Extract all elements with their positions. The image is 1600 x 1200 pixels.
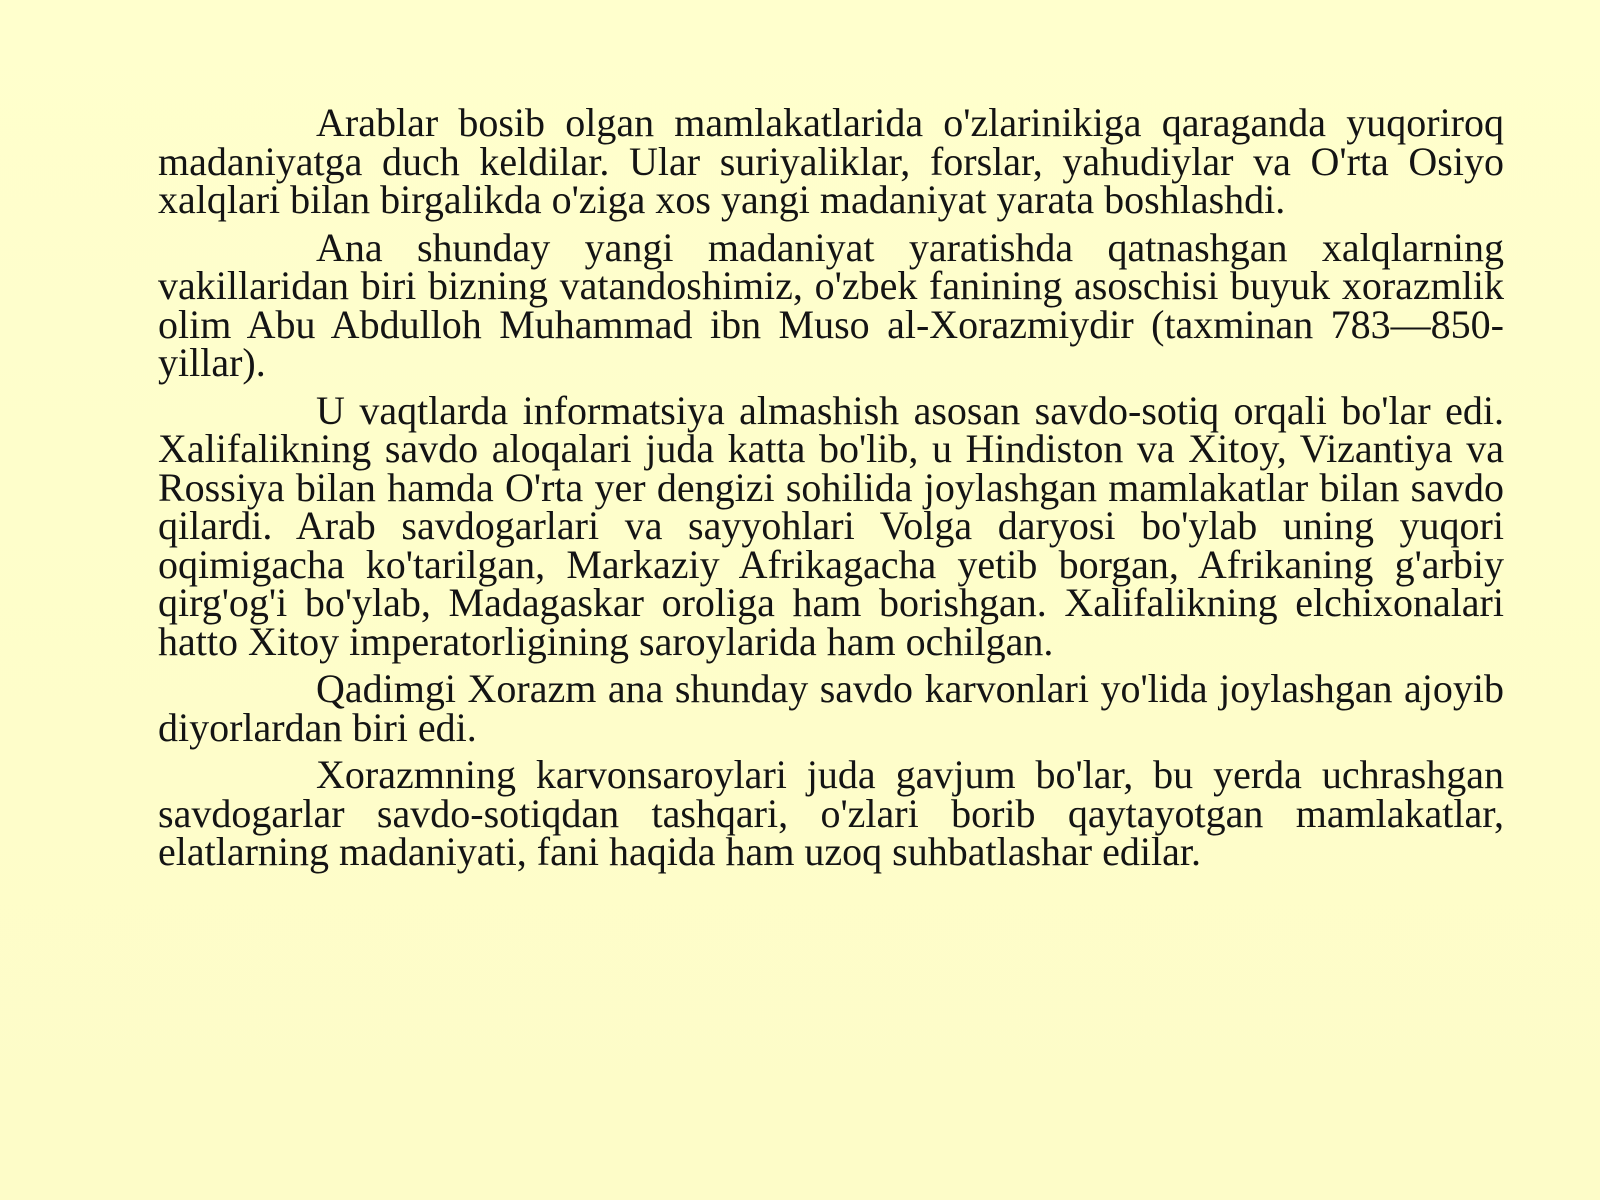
paragraph-1: Arablar bosib olgan mamlakatlarida o'zlarinikiga qaraganda yuqoriroq madaniyatga duch keldilar. Ular suriyaliklar, forslar, yahudiylar va O'rta Osiyo xalqlari bilan birgalikda o'ziga xos yangi madaniyat yarata boshlashdi. — [158, 100, 1504, 222]
text-body — [158, 100, 1504, 881]
paragraph-3: U vaqtlarda informatsiya almashish asosan savdo-sotiq orqali bo'lar edi. Xalifalikning savdo aloqalari juda katta bo'lib, u Hindiston va Xitoy, Vizantiya va Rossiya bilan hamda O'rta yer dengizi sohilida joylashgan mamlakatlar bilan savdo qilardi. Arab savdogarlari va sayyohlari Volga daryosi bo'ylab uning yuqori oqimigacha ko'tarilgan, Markaziy Afrikagacha yetib borgan, Afrikaning g'arbiy qirg'og'i bo'ylab, Madagaskar oroliga ham borishgan. Xalifalikning elchixonalari hatto Xitoy imperatorligining saroylarida ham ochilgan. — [158, 387, 1504, 664]
paragraph-5: Xorazmning karvonsaroylari juda gavjum bo'lar, bu yerda uchrashgan savdogarlar savdo-sotiqdan tashqari, o'zlari borib qaytayotgan mamlakatlar, elatlarning madaniyati, fani haqida ham uzoq suhbatlashar edilar. — [158, 752, 1504, 874]
paragraph-2: Ana shunday yangi madaniyat yaratishda qatnashgan xalqlarning vakillaridan biri bizning vatandoshimiz, o'zbek fanining asoschisi buyuk xorazmlik olim Abu Abdulloh Muhammad ibn Muso al-Xorazmiydir (taxminan 783—850-yillar). — [158, 224, 1504, 385]
paragraph-4: Qadimgi Xorazm ana shunday savdo karvonlari yo'lida joylashgan ajoyib diyorlardan biri edi. — [158, 666, 1504, 750]
